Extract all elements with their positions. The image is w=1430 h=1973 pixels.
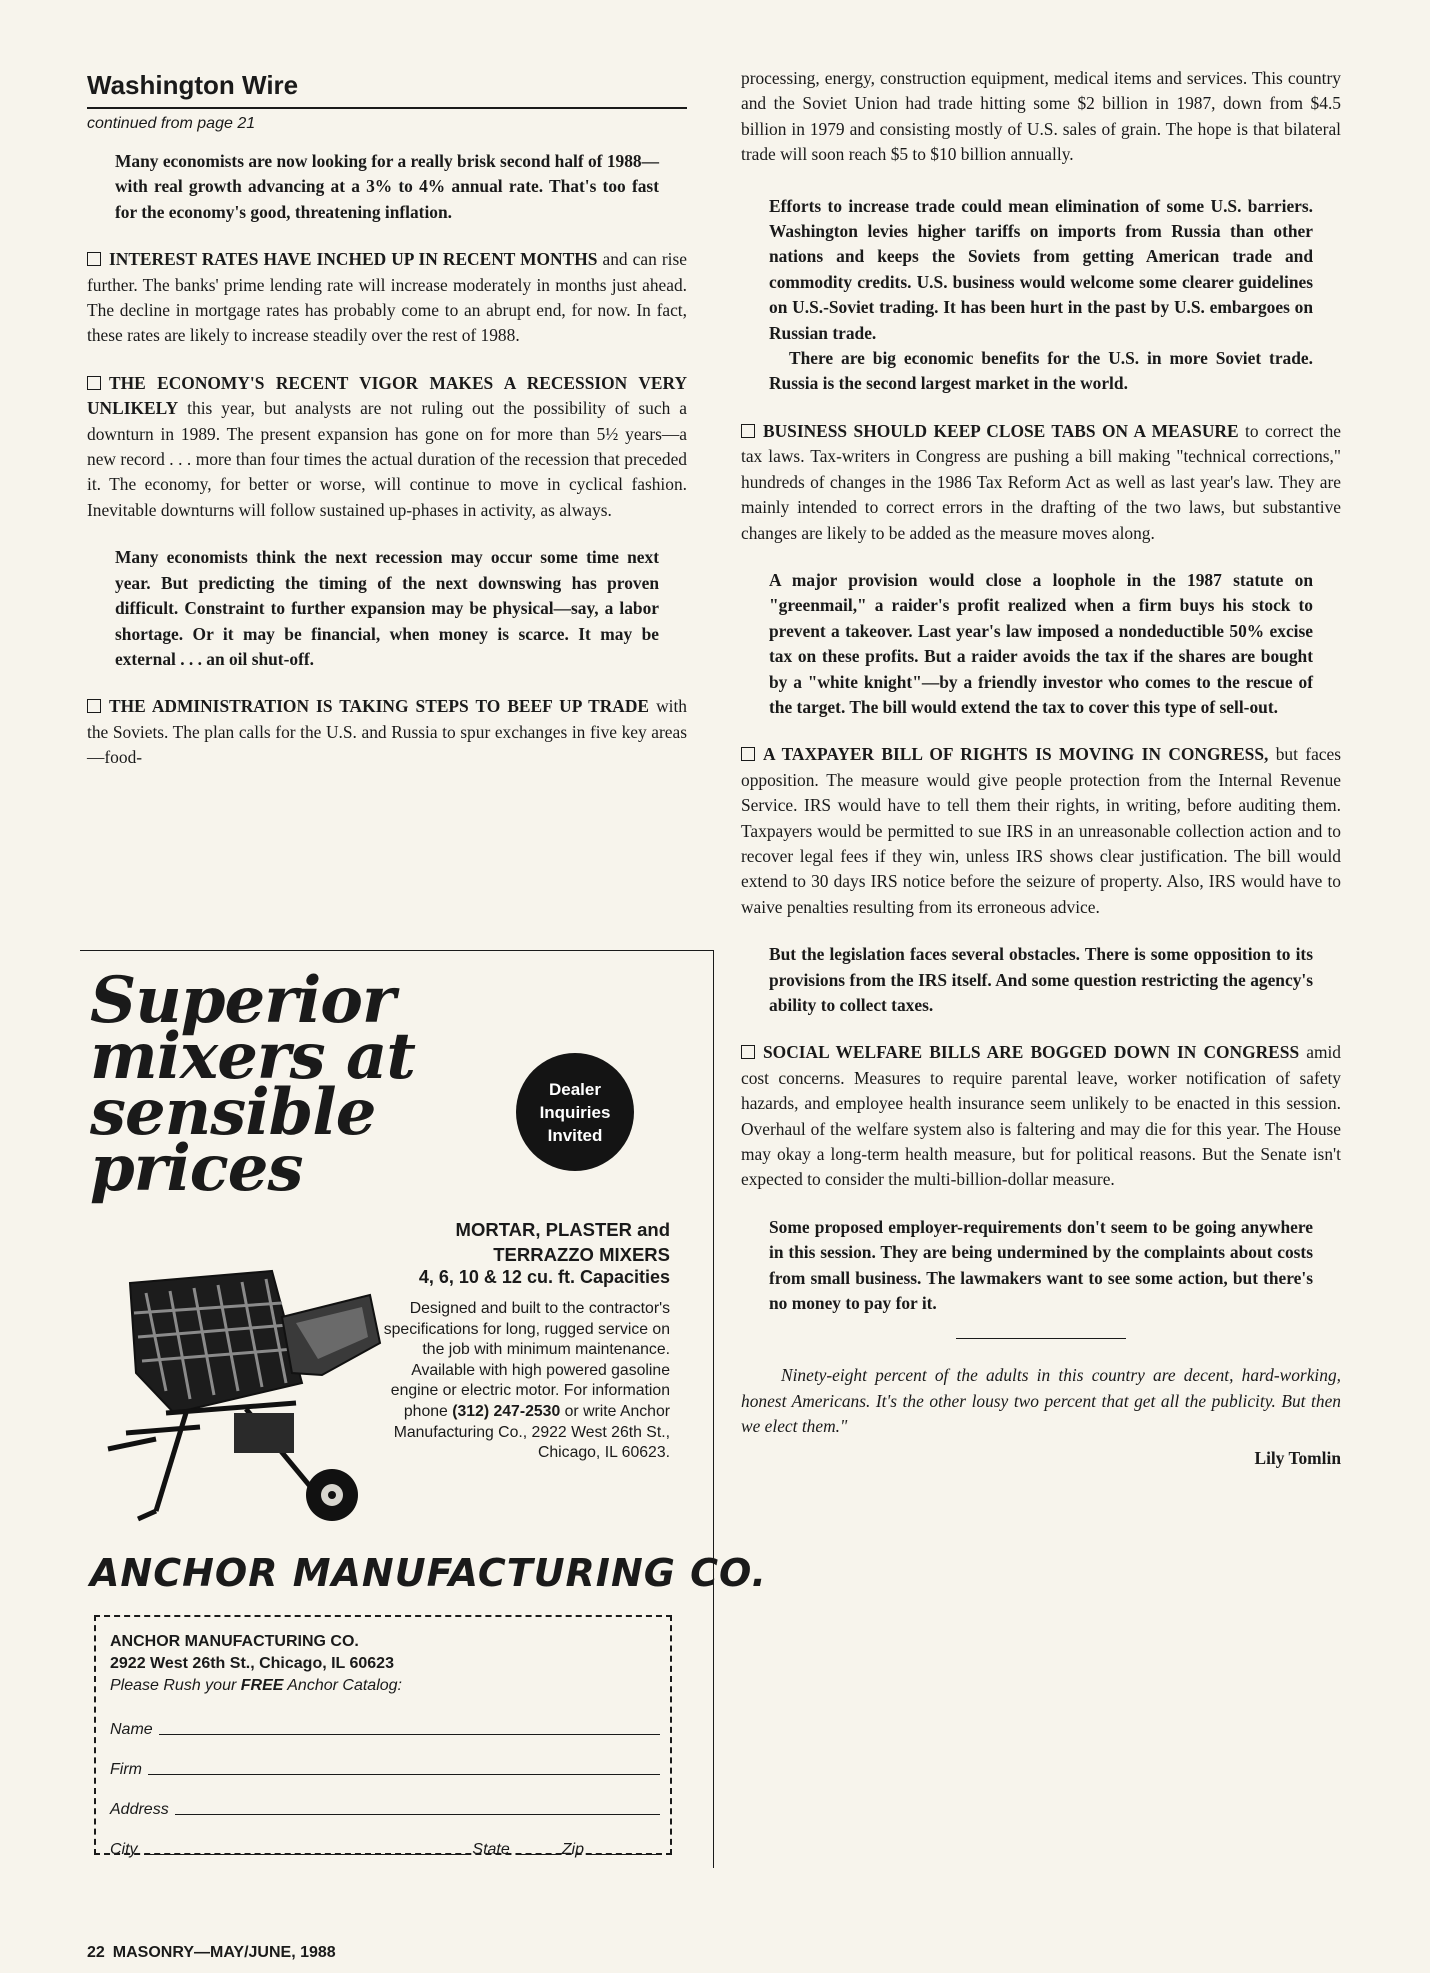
coupon-request xyxy=(110,1675,660,1697)
item-text: this year, but analysts are not ruling out the possibility of such a downturn in 1989. The present expansion has gone on for more than 5½ years—a new record . . . more than four times the actual duration of the recession that preceded it. The economy, for better or worse, will continue to move in cyclical fashion. Inevitable downturns will follow sustained up-phases in activity, as always. xyxy=(87,398,687,520)
firm-label: Firm xyxy=(110,1761,142,1778)
product-title-line: TERRAZZO MIXERS xyxy=(493,1244,670,1265)
city-label: City xyxy=(110,1841,138,1858)
badge-line: Invited xyxy=(547,1125,603,1145)
checkbox-icon xyxy=(87,252,101,266)
dealer-badge xyxy=(516,1053,634,1171)
trade-continued-paragraph: processing, energy, construction equipment, medical items and services. This country and the Soviet Union had trade hitting some $2 billion in 1987, down from $4.5 billion in 1979 and consisting mostly of U.S. sales of grain. The hope is that bilateral trade will soon reach $5 to $10 billion annually. xyxy=(741,68,1341,165)
ad-headline-line: prices xyxy=(90,1131,303,1206)
name-field[interactable] xyxy=(110,1703,660,1743)
soviet-benefits-paragraph: There are big economic benefits for the U.S. in more Soviet trade. Russia is the second largest market in the world. xyxy=(769,348,1313,394)
capacities: 4, 6, 10 & 12 cu. ft. Capacities xyxy=(418,1267,670,1287)
left-column xyxy=(87,66,687,793)
publication-name: MASONRY—MAY/JUNE, 1988 xyxy=(112,1944,336,1961)
mixer-illustration xyxy=(96,1263,386,1527)
item-lead: INTEREST RATES HAVE INCHED UP IN RECENT MONTHS xyxy=(109,249,598,270)
item-lead: SOCIAL WELFARE BILLS ARE BOGGED DOWN IN CONGRESS xyxy=(763,1042,1300,1063)
continued-note: continued from page 21 xyxy=(87,115,256,132)
zip-label: Zip xyxy=(561,1841,584,1858)
badge-line: Inquiries xyxy=(539,1102,611,1122)
recession-paragraph: Many economists think the next recession may occur some time next year. But predicting the timing of the next downswing has proven difficult. Constraint to further expansion may be physical—say, a labor shortage. Or it may be financial, when money is scarce. It may be external . . . an oil shut-off. xyxy=(115,547,659,669)
greenmail-paragraph: A major provision would close a loophole in the 1987 statute on "greenmail," a raider's profit realized when a firm buys his stock to prevent a takeover. Last year's law imposed a nondeductible 50% excise tax on these profits. But a raider avoids the tax if the shares are bought by a "white knight"—by a friendly investor who comes to the rescue of the target. The bill would extend the tax to cover this type of sell-out. xyxy=(769,569,1313,717)
item-lead: THE ECONOMY'S RECENT VIGOR MAKES A RECESSION VERY UNLIKELY xyxy=(87,372,687,419)
quote-author: Lily Tomlin xyxy=(1254,1447,1341,1468)
coupon-company: ANCHOR MANUFACTURING CO. xyxy=(110,1633,359,1650)
checkbox-icon xyxy=(87,376,101,390)
firm-line[interactable] xyxy=(148,1773,660,1775)
description-text: or write Anchor Manufacturing Co., 2922 West 26th St., Chicago, IL 60623. xyxy=(393,1402,670,1462)
item-social-welfare xyxy=(741,1040,1341,1192)
state-label: State xyxy=(472,1841,510,1858)
item-taxpayer-bill xyxy=(741,742,1341,920)
coupon-address: 2922 West 26th St., Chicago, IL 60623 xyxy=(110,1655,394,1672)
product-description xyxy=(380,1299,670,1464)
address-label: Address xyxy=(110,1801,169,1818)
item-text: amid cost concerns. Measures to require parental leave, worker notification of safety hazards, and employee health insurance seem unlikely to be enacted in this session. Overhaul of the welfare system also is faltering and may die for this year. The House may okay a long-term health measure, but for political reasons. But the Senate isn't expected to consider the multi-billion-dollar measure. xyxy=(741,1042,1341,1190)
checkbox-icon xyxy=(87,699,101,713)
order-coupon xyxy=(94,1615,672,1858)
coupon-request-text: Anchor Catalog: xyxy=(283,1677,402,1694)
checkbox-icon xyxy=(741,747,755,761)
address-line[interactable] xyxy=(175,1813,660,1815)
phone-number: (312) 247-2530 xyxy=(452,1402,561,1420)
legislation-obstacles-paragraph: But the legislation faces several obstacles. There is some opposition to its provisions from the IRS itself. And some question restricting the agency's ability to collect taxes. xyxy=(769,944,1313,1015)
item-text: and can rise further. The banks' prime lending rate will increase moderately in months just ahead. The decline in mortgage rates has probably come to an abrupt end, for now. In fact, these rates are likely to increase steadily over the rest of 1988. xyxy=(87,249,687,346)
divider xyxy=(956,1338,1126,1339)
item-text: but faces opposition. The measure would give people protection from the Internal Revenue Service. IRS would have to tell them their rights, in writing, before auditing them. Taxpayers would be permitted to sue IRS in an unreasonable collection action and to recover legal fees if they win, unless IRS shows clear justification. The bill would extend to 30 days IRS notice before the seizure of property. Also, IRS would have to waive penalties resulting from its erroneous advice. xyxy=(741,744,1341,917)
checkbox-icon xyxy=(741,424,755,438)
trade-barriers-block xyxy=(769,194,1313,397)
page-number: 22 xyxy=(87,1944,105,1961)
page-footer xyxy=(87,1944,336,1962)
section-title: Washington Wire xyxy=(87,70,687,109)
ad-headline-line: mixers at xyxy=(90,1019,415,1094)
product-title-line: MORTAR, PLASTER and xyxy=(455,1219,670,1240)
trade-barriers-paragraph: Efforts to increase trade could mean elimination of some U.S. barriers. Washington levies higher tariffs on imports from Russia than other nations and keeps the Soviets from getting American trade and commodity credits. U.S. business would welcome some clearer guidelines on U.S.-Soviet trading. It has been hurt in the past by U.S. embargoes on Russian trade. xyxy=(769,195,1313,343)
item-lead: THE ADMINISTRATION IS TAKING STEPS TO BEEF UP TRADE xyxy=(109,696,650,717)
badge-line: Dealer xyxy=(549,1079,601,1099)
quote: Ninety-eight percent of the adults in this country are decent, hard-working, honest Americans. It's the other lousy two percent that get all the publicity. But then we elect them." xyxy=(741,1365,1341,1437)
address-field[interactable] xyxy=(110,1783,660,1823)
coupon-request-text: Please Rush your xyxy=(110,1677,241,1694)
zip-line[interactable] xyxy=(590,1853,660,1855)
item-economy-vigor xyxy=(87,371,687,523)
summary-paragraph: Many economists are now looking for a really brisk second half of 1988—with real growth advancing at a 3% to 4% annual rate. That's too fast for the economy's good, threatening inflation. xyxy=(115,151,659,222)
city-state-zip-field[interactable] xyxy=(110,1823,660,1863)
company-name: ANCHOR MANUFACTURING CO. xyxy=(90,1551,767,1595)
name-line[interactable] xyxy=(159,1733,660,1735)
ad-headline-line: sensible xyxy=(90,1075,376,1150)
checkbox-icon xyxy=(741,1045,755,1059)
right-column xyxy=(741,66,1341,1469)
ad-headline-line: Superior xyxy=(90,963,395,1038)
state-line[interactable] xyxy=(516,1853,556,1855)
item-lead: A TAXPAYER BILL OF RIGHTS IS MOVING IN CONGRESS, xyxy=(763,744,1269,765)
product-title xyxy=(350,1217,670,1267)
name-label: Name xyxy=(110,1721,153,1738)
coupon-free: FREE xyxy=(240,1677,284,1694)
item-tax-measure xyxy=(741,419,1341,546)
item-text: with the Soviets. The plan calls for the U.S. and Russia to spur exchanges in five key areas—food- xyxy=(87,696,687,768)
ad-headline xyxy=(90,963,450,1206)
item-interest-rates xyxy=(87,247,687,349)
advertisement xyxy=(80,950,767,1868)
item-text: to correct the tax laws. Tax-writers in Congress are pushing a bill making "technical corrections," hundreds of changes in the 1986 Tax Reform Act as well as last year's law. They are mainly intended to correct errors in the drafting of the two laws, but substantive changes are likely to be added as the measure moves along. xyxy=(741,420,1341,543)
city-line[interactable] xyxy=(144,1853,467,1855)
firm-field[interactable] xyxy=(110,1743,660,1783)
description-text: Designed and built to the contractor's specifications for long, rugged service on the job with minimum maintenance. Available with high powered gasoline engine or electric motor. For information phone xyxy=(383,1300,670,1420)
item-beef-up-trade xyxy=(87,694,687,770)
item-lead: BUSINESS SHOULD KEEP CLOSE TABS ON A MEASURE xyxy=(763,420,1239,441)
employer-requirements-paragraph: Some proposed employer-requirements don't seem to be going anywhere in this session. They are being undermined by the complaints about costs from small business. The lawmakers want to see some action, but there's no money to pay for it. xyxy=(769,1216,1313,1314)
